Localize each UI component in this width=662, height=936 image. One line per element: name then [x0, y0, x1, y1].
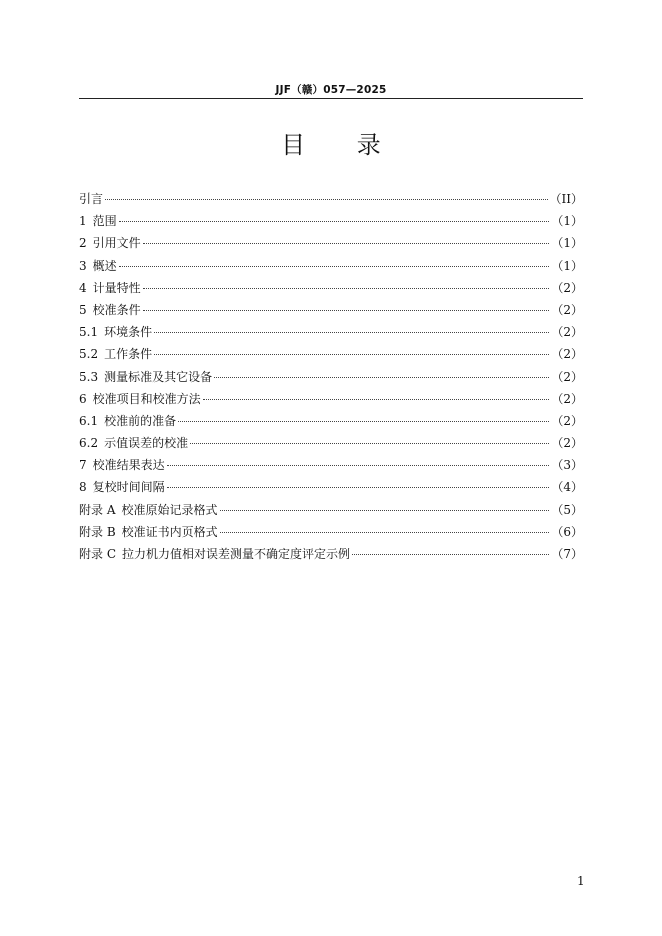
- toc-leader-dots: [178, 421, 549, 422]
- toc-entry-page: （2）: [551, 436, 583, 451]
- toc-leader-dots: [190, 443, 549, 444]
- toc-entry-page: （6）: [551, 524, 583, 539]
- toc-leader-dots: [214, 377, 549, 378]
- toc-entry-number: 3: [79, 258, 87, 273]
- toc-entry[interactable]: [79, 476, 583, 498]
- toc-entry-page: （II）: [549, 192, 583, 206]
- document-header-code: JJF（赣）057—2025: [275, 84, 387, 96]
- toc-entry-label: [79, 521, 218, 543]
- toc-entry[interactable]: [79, 188, 583, 210]
- toc-entry-number: 6.2: [79, 436, 99, 451]
- toc-entry-title: 校准结果表达: [92, 458, 165, 473]
- toc-entry-number: 6: [79, 391, 87, 406]
- toc-entry-title: 示值误差的校准: [104, 436, 189, 451]
- toc-entry-label: [79, 499, 218, 521]
- toc-entry-page: （2）: [551, 369, 583, 384]
- toc-entry-label: [79, 232, 141, 254]
- toc-leader-dots: [167, 487, 550, 488]
- toc-entry-title: 范围: [92, 214, 117, 229]
- toc-entry-label: [79, 277, 141, 299]
- toc-leader-dots: [154, 354, 549, 355]
- toc-entry[interactable]: [79, 255, 583, 277]
- toc-entry-title: 校准条件: [92, 302, 141, 317]
- toc-entry-label: [79, 388, 201, 410]
- toc-entry-title: 校准原始记录格式: [121, 502, 218, 517]
- toc-leader-dots: [119, 266, 550, 267]
- toc-entry-label: [79, 454, 165, 476]
- toc-entry-label: [79, 255, 117, 277]
- toc-leader-dots: [143, 243, 550, 244]
- toc-entry-page: （2）: [551, 280, 583, 295]
- page-title: 目 录: [281, 131, 403, 159]
- toc-entry-page: （5）: [551, 502, 583, 517]
- toc-entry-title: 复校时间间隔: [92, 480, 165, 495]
- toc-entry-title: 测量标准及其它设备: [104, 369, 213, 384]
- toc-entry-number: 2: [79, 236, 87, 251]
- toc-entry-title: 工作条件: [104, 347, 153, 362]
- toc-entry-page: （2）: [551, 391, 583, 406]
- toc-entry[interactable]: [79, 321, 583, 343]
- toc-leader-dots: [220, 510, 550, 511]
- toc-entry-label: [79, 343, 152, 365]
- toc-entry-number: 5.3: [79, 369, 99, 384]
- toc-entry-page: （2）: [551, 413, 583, 428]
- toc-entry-number: 5.2: [79, 347, 99, 362]
- toc-entry-label: [79, 188, 103, 210]
- toc-entry-page: （2）: [551, 325, 583, 340]
- toc-leader-dots: [220, 532, 550, 533]
- toc-entry-label: [79, 410, 176, 432]
- toc-entry-title: 计量特性: [92, 280, 141, 295]
- toc-entry[interactable]: [79, 343, 583, 365]
- header-rule: [79, 98, 583, 99]
- toc-entry[interactable]: [79, 277, 583, 299]
- toc-entry-number: 8: [79, 480, 87, 495]
- table-of-contents: [79, 188, 583, 565]
- toc-entry-label: [79, 210, 117, 232]
- toc-entry[interactable]: [79, 521, 583, 543]
- toc-leader-dots: [154, 332, 549, 333]
- toc-entry-number: 5.1: [79, 325, 99, 340]
- toc-leader-dots: [352, 554, 549, 555]
- toc-entry-title: 概述: [92, 258, 117, 273]
- toc-entry-number: 5: [79, 302, 87, 317]
- toc-entry[interactable]: [79, 410, 583, 432]
- toc-entry[interactable]: [79, 366, 583, 388]
- toc-entry-page: （1）: [551, 236, 583, 251]
- toc-entry[interactable]: [79, 210, 583, 232]
- toc-entry-title: 校准前的准备: [104, 413, 177, 428]
- toc-entry-number: 附录 A: [79, 502, 116, 517]
- toc-leader-dots: [203, 399, 550, 400]
- toc-entry-page: （2）: [551, 347, 583, 362]
- toc-entry-title: 校准证书内页格式: [121, 524, 218, 539]
- toc-entry-page: （1）: [551, 258, 583, 273]
- toc-leader-dots: [143, 310, 550, 311]
- toc-entry-number: 1: [79, 214, 87, 229]
- toc-entry-page: （3）: [551, 458, 583, 473]
- toc-entry[interactable]: [79, 454, 583, 476]
- toc-entry[interactable]: [79, 499, 583, 521]
- toc-entry-label: [79, 543, 350, 565]
- toc-entry-number: 附录 C: [79, 547, 116, 561]
- toc-entry-number: 7: [79, 458, 87, 473]
- toc-entry[interactable]: [79, 232, 583, 254]
- toc-entry-number: 附录 B: [79, 524, 116, 539]
- toc-entry-label: [79, 321, 152, 343]
- toc-entry-label: [79, 366, 212, 388]
- toc-entry-label: [79, 432, 188, 454]
- toc-leader-dots: [119, 221, 550, 222]
- toc-leader-dots: [167, 465, 550, 466]
- toc-entry-number: 4: [79, 280, 87, 295]
- toc-entry[interactable]: [79, 432, 583, 454]
- toc-entry[interactable]: [79, 543, 583, 565]
- toc-entry-title: 校准项目和校准方法: [92, 391, 201, 406]
- toc-entry-title: 引言: [79, 192, 104, 206]
- toc-entry-page: （4）: [551, 480, 583, 495]
- toc-entry-page: （7）: [551, 547, 583, 561]
- toc-entry-title: 环境条件: [104, 325, 153, 340]
- toc-leader-dots: [105, 199, 548, 200]
- toc-entry-label: [79, 476, 165, 498]
- toc-entry-title: 拉力机力值相对误差测量不确定度评定示例: [122, 547, 351, 561]
- toc-entry[interactable]: [79, 299, 583, 321]
- toc-entry-title: 引用文件: [92, 236, 141, 251]
- toc-entry-label: [79, 299, 141, 321]
- toc-leader-dots: [143, 288, 550, 289]
- toc-entry[interactable]: [79, 388, 583, 410]
- toc-entry-number: 6.1: [79, 413, 99, 428]
- page-number: 1: [577, 874, 585, 888]
- toc-entry-page: （1）: [551, 214, 583, 229]
- toc-entry-page: （2）: [551, 302, 583, 317]
